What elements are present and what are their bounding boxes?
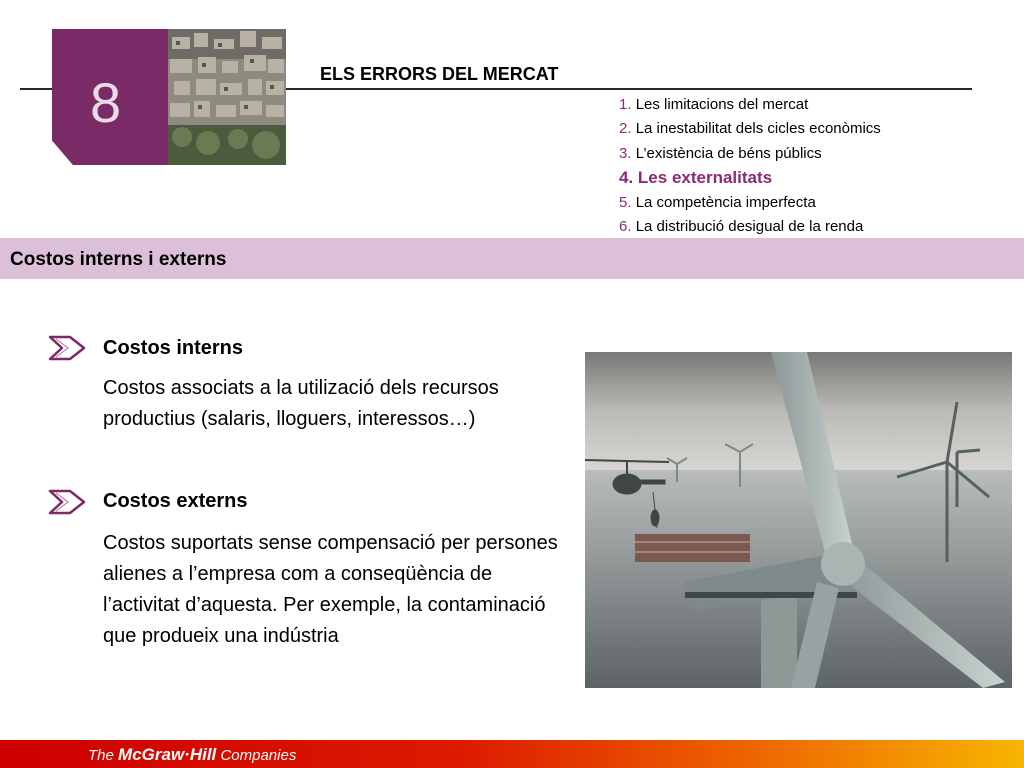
toc-item-active[interactable]: 4. Les externalitats — [619, 168, 773, 188]
chevron-arrow-icon — [48, 335, 88, 361]
external-costs-body: Costos suportats sense compensació per persones alienes a l’empresa com a conseqüència de l’activitat d’aquesta. Per exemple, la contaminació que produeix una indústria — [103, 532, 558, 647]
internal-costs-body: Costos associats a la utilizació dels recursos productius (salaris, lloguers, interessos…) — [103, 377, 499, 430]
internal-costs-heading: Costos interns — [103, 337, 244, 359]
chapter-number: 8 — [90, 71, 123, 134]
table-of-contents — [619, 93, 881, 239]
toc-item[interactable]: 1. Les limitacions del mercat — [619, 96, 809, 113]
chevron-arrow-icon — [48, 489, 88, 515]
toc-item[interactable]: 5. La competència imperfecta — [619, 193, 816, 211]
chapter-title: ELS ERRORS DEL MERCAT — [320, 64, 559, 84]
favela-photo — [168, 29, 286, 165]
section-title: Costos interns i externs — [10, 249, 227, 270]
toc-item[interactable]: 6. La distribució desigual de la renda — [619, 218, 864, 236]
toc-item[interactable]: 3. L’existència de béns públics — [619, 144, 822, 162]
wind-turbine-photo — [585, 352, 1012, 688]
toc-item[interactable]: 2. La inestabilitat dels cicles econòmics — [619, 120, 881, 138]
footer-logo: The McGraw·Hill Companies — [88, 745, 297, 764]
external-costs-heading: Costos externs — [103, 490, 248, 512]
